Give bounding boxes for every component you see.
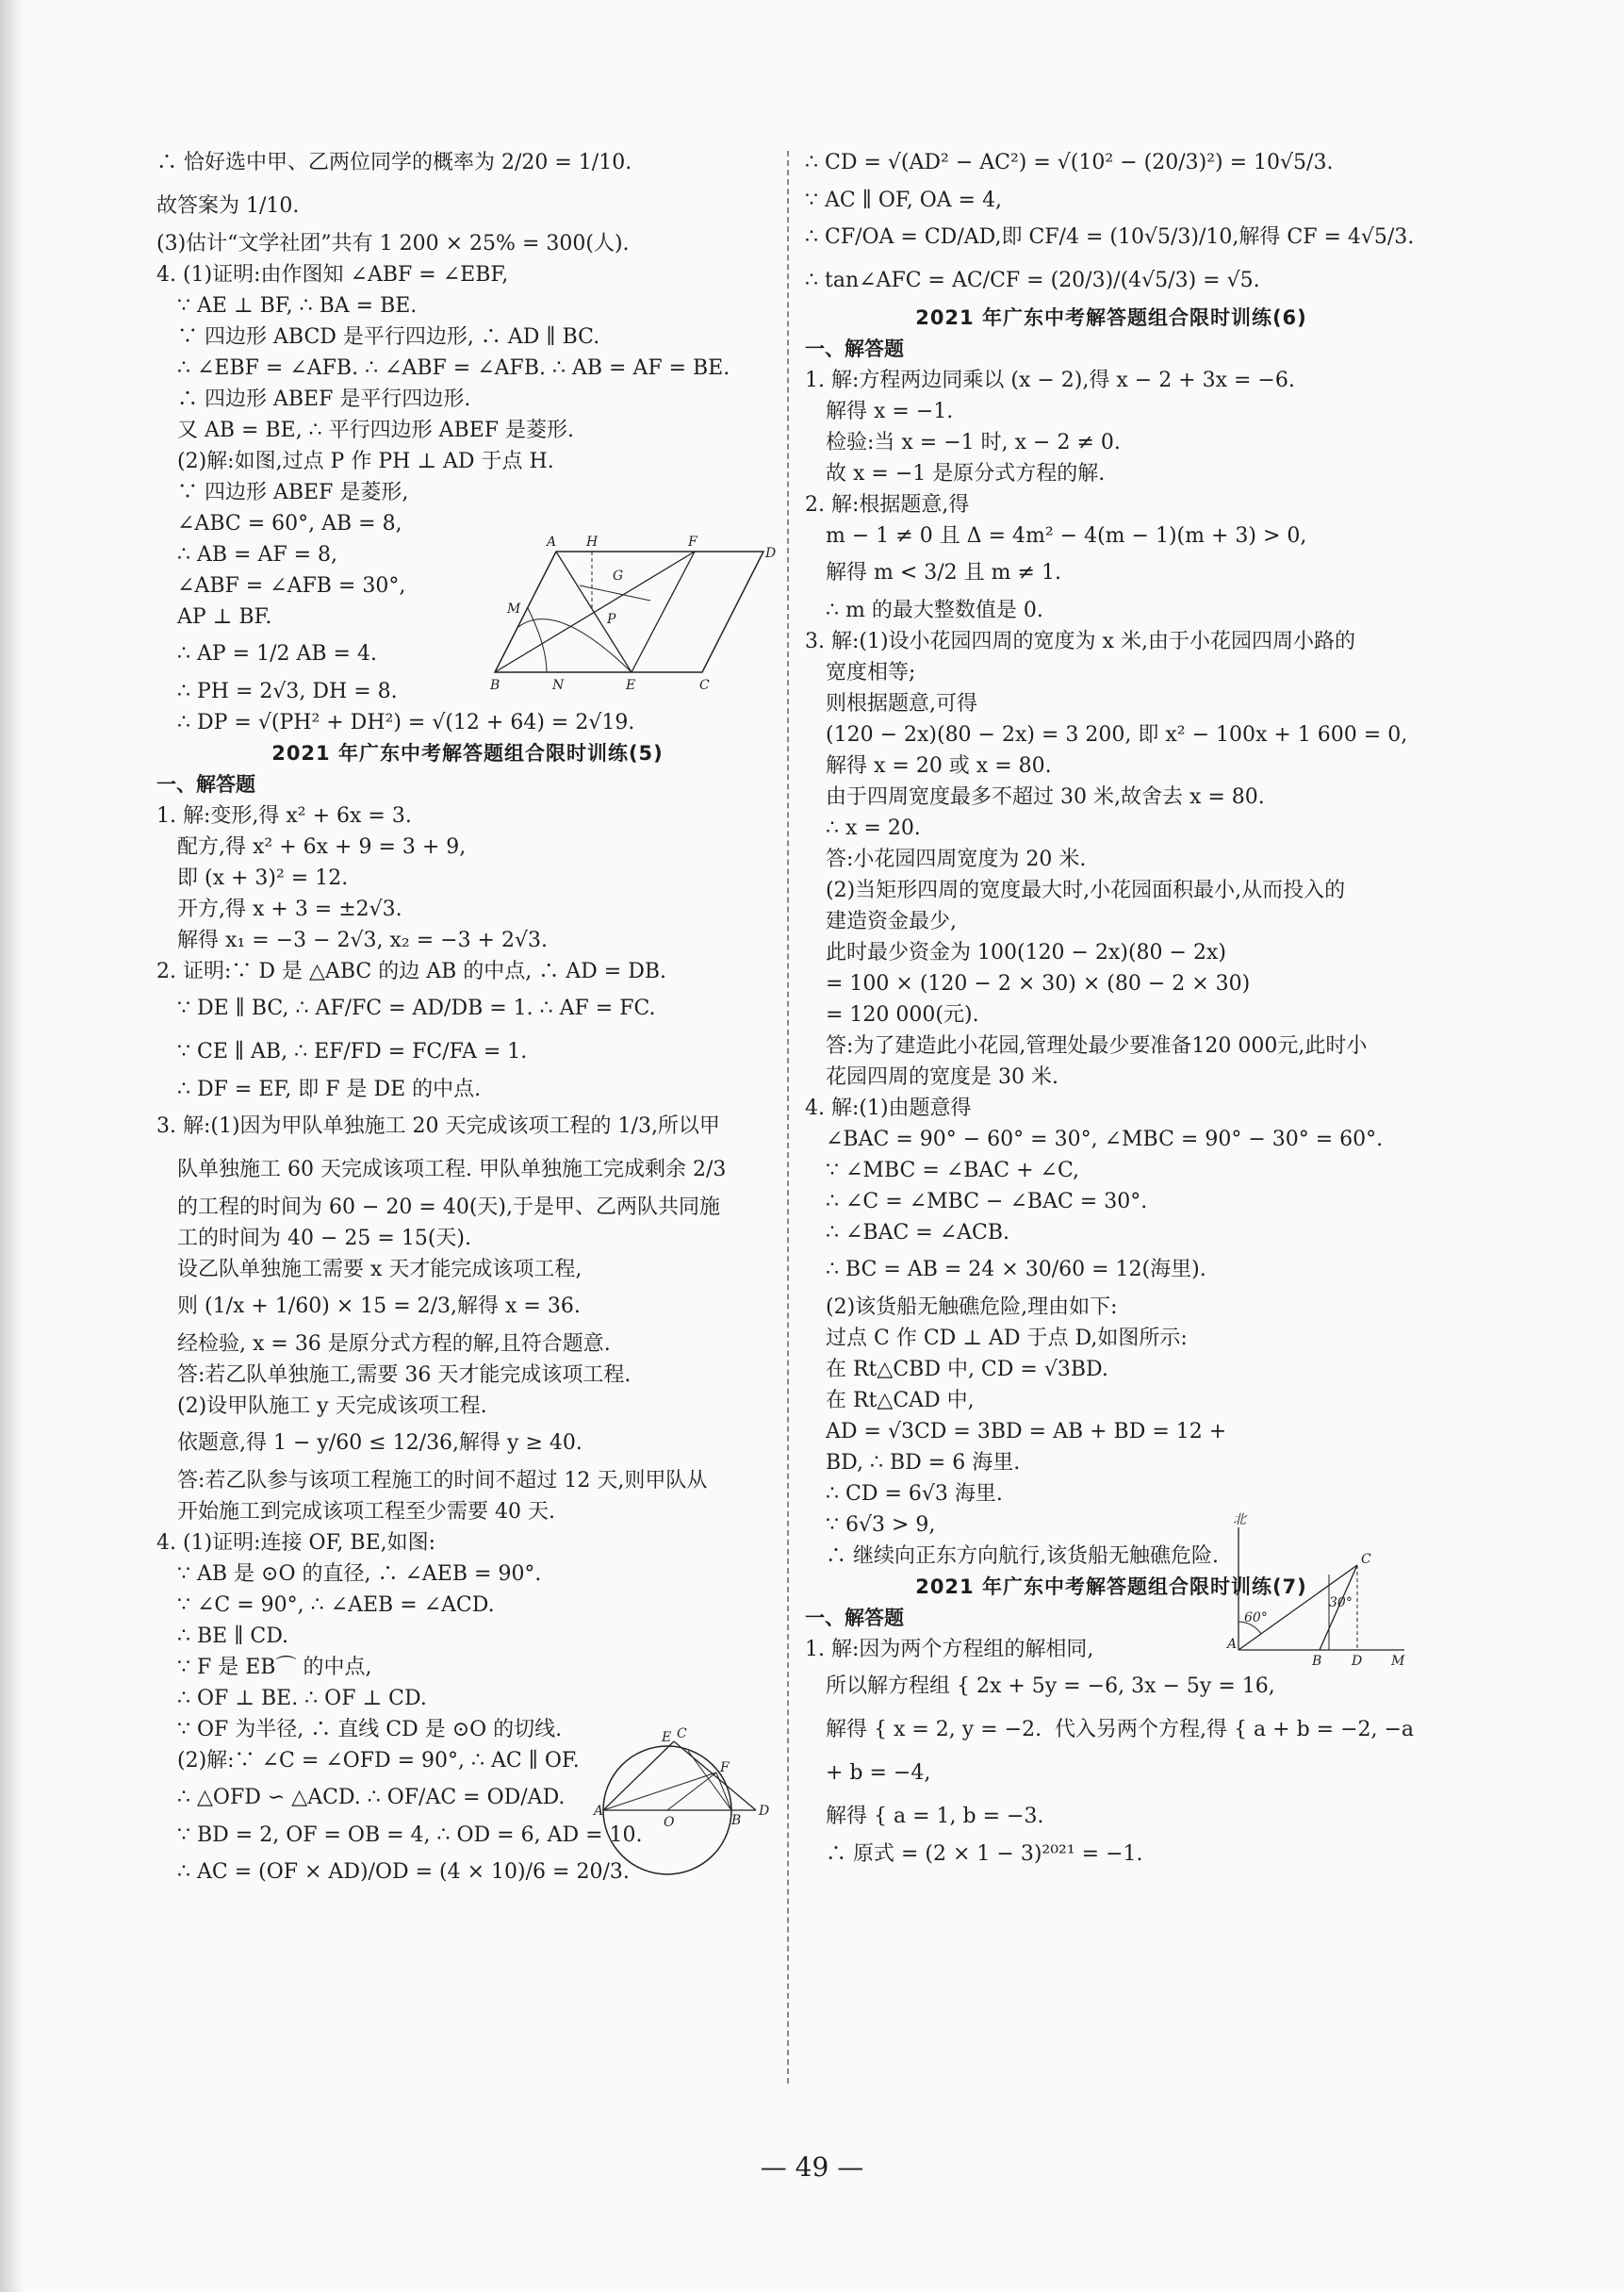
text-line: 解得 x₁ = −3 − 2√3, x₂ = −3 + 2√3. <box>177 929 548 952</box>
section-heading: 一、解答题 <box>805 338 904 360</box>
text-line: = 120 000(元). <box>826 1003 979 1027</box>
text-line: ∴ x = 20. <box>826 816 921 840</box>
text-line: ∴ AC = (OF × AD)/OD = (4 × 10)/6 = 20/3. <box>177 1860 630 1884</box>
fig-label: D <box>759 1804 770 1819</box>
text-line: (2)设甲队施工 y 天完成该项工程. <box>177 1394 487 1418</box>
text-line: 1. 解:因为两个方程组的解相同, <box>805 1638 1094 1661</box>
text-line: ∴ CD = √(AD² − AC²) = √(10² − (20/3)²) = 10√5/3. <box>805 151 1334 174</box>
rhombus-figure <box>490 533 777 698</box>
text-line: (2)该货船无触礁危险,理由如下: <box>826 1295 1118 1319</box>
text-line: ∴ BC = AB = 24 × 30/60 = 12(海里). <box>826 1258 1206 1281</box>
text-line: 答:若乙队参与该项工程施工的时间不超过 12 天,则甲队从 <box>177 1469 708 1492</box>
circle-figure <box>594 1726 778 1886</box>
text-line: 又 AB = BE, ∴ 平行四边形 ABEF 是菱形. <box>177 419 575 442</box>
fig-label: A <box>547 535 557 550</box>
text-line: (2)当矩形四周的宽度最大时,小花园面积最小,从而投入的 <box>826 879 1346 902</box>
text-line: ∴ 继续向正东方向航行,该货船无触礁危险. <box>826 1544 1219 1568</box>
text-line: ∴ CD = 6√3 海里. <box>826 1482 1003 1506</box>
text-line: ∴ CF/OA = CD/AD,即 CF/4 = (10√5/3)/10,解得 CF = 4√5/3. <box>805 225 1415 249</box>
text-line: 4. (1)证明:连接 OF, BE,如图: <box>156 1531 436 1555</box>
column-divider <box>787 151 789 2084</box>
fig-label: O <box>664 1815 675 1830</box>
text-line: 经检验, x = 36 是原分式方程的解,且符合题意. <box>177 1332 611 1356</box>
scan-edge-shadow <box>0 0 25 2292</box>
fig-label: A <box>1227 1637 1238 1652</box>
text-line: 解得 { a = 1, b = −3. <box>826 1805 1044 1828</box>
text-line: 1. 解:变形,得 x² + 6x = 3. <box>156 804 412 828</box>
text-line: ∵ BD = 2, OF = OB = 4, ∴ OD = 6, AD = 10. <box>177 1823 643 1847</box>
text-line: ∵ ∠C = 90°, ∴ ∠AEB = ∠ACD. <box>177 1593 495 1617</box>
text-line: (2)解:如图,过点 P 作 PH ⊥ AD 于点 H. <box>177 450 554 473</box>
text-line: ∴ PH = 2√3, DH = 8. <box>177 680 398 703</box>
text-line: = 100 × (120 − 2 × 30) × (80 − 2 × 30) <box>826 972 1251 996</box>
fig-label: B <box>1312 1654 1322 1669</box>
fig-label: A <box>594 1804 604 1819</box>
text-line: ∴ 四边形 ABEF 是平行四边形. <box>177 387 471 411</box>
text-line: 的工程的时间为 60 − 20 = 40(天),于是甲、乙两队共同施 <box>177 1195 720 1219</box>
text-line: 3. 解:(1)因为甲队单独施工 20 天完成该项工程的 1/3,所以甲 <box>156 1114 720 1138</box>
fig-label: F <box>688 535 697 550</box>
text-line: 由于四周宽度最多不超过 30 米,故舍去 x = 80. <box>826 785 1265 809</box>
text-line: 花园四周的宽度是 30 米. <box>826 1065 1058 1089</box>
fig-label: 北 <box>1233 1512 1246 1527</box>
text-line: ∵ AE ⊥ BF, ∴ BA = BE. <box>177 294 418 318</box>
text-line: ∴ AP = 1/2 AB = 4. <box>177 642 377 666</box>
text-line: 答:若乙队单独施工,需要 36 天才能完成该项工程. <box>177 1363 632 1387</box>
text-line: 此时最少资金为 100(120 − 2x)(80 − 2x) <box>826 941 1226 965</box>
text-line: 4. 解:(1)由题意得 <box>805 1097 972 1120</box>
text-line: ∵ 四边形 ABEF 是菱形, <box>177 481 409 504</box>
text-line: 故 x = −1 是原分式方程的解. <box>826 462 1106 486</box>
text-line: 答:为了建造此小花园,管理处最少要准备120 000元,此时小 <box>826 1034 1368 1058</box>
fig-label: M <box>1391 1654 1405 1669</box>
text-line: 在 Rt△CBD 中, CD = √3BD. <box>826 1358 1108 1381</box>
fig-label: B <box>731 1813 742 1828</box>
section-title: 2021 年广东中考解答题组合限时训练(7) <box>915 1575 1307 1598</box>
fig-label: E <box>626 678 636 693</box>
text-line: 4. (1)证明:由作图知 ∠ABF = ∠EBF, <box>156 263 509 287</box>
text-line: ∴ AB = AF = 8, <box>177 543 338 567</box>
text-line: ∵ AC ∥ OF, OA = 4, <box>805 189 1003 212</box>
left-column <box>156 141 779 1894</box>
fig-label: G <box>613 569 624 584</box>
section-title: 2021 年广东中考解答题组合限时训练(5) <box>271 742 664 765</box>
text-line: ∵ ∠MBC = ∠BAC + ∠C, <box>826 1159 1079 1182</box>
text-line: BD, ∴ BD = 6 海里. <box>826 1451 1021 1475</box>
text-line: ∵ OF 为半径, ∴ 直线 CD 是 ⊙O 的切线. <box>177 1718 563 1741</box>
text-line: ∴ OF ⊥ BE. ∴ OF ⊥ CD. <box>177 1687 427 1710</box>
fig-label: F <box>720 1760 730 1775</box>
text-line: 在 Rt△CAD 中, <box>826 1389 975 1412</box>
text-line: ∵ 四边形 ABCD 是平行四边形, ∴ AD ∥ BC. <box>177 325 600 349</box>
fig-label: E <box>662 1730 672 1745</box>
text-line: 过点 C 作 CD ⊥ AD 于点 D,如图所示: <box>826 1327 1188 1350</box>
text-line: ∴ 原式 = (2 × 1 − 3)²⁰²¹ = −1. <box>826 1842 1143 1866</box>
text-line: ∵ DE ∥ BC, ∴ AF/FC = AD/DB = 1. ∴ AF = FC. <box>177 997 656 1020</box>
text-line: ∴ 恰好选中甲、乙两位同学的概率为 2/20 = 1/10. <box>156 151 632 174</box>
fig-label: D <box>765 546 777 561</box>
text-line: AD = √3CD = 3BD = AB + BD = 12 + <box>826 1420 1227 1443</box>
text-line: ∵ AB 是 ⊙O 的直径, ∴ ∠AEB = 90°. <box>177 1562 542 1586</box>
section-heading: 一、解答题 <box>156 773 255 796</box>
fig-label: N <box>552 678 565 693</box>
text-line: ∠BAC = 90° − 60° = 30°, ∠MBC = 90° − 30° = 60°. <box>826 1128 1384 1151</box>
text-line: 开始施工到完成该项工程至少需要 40 天. <box>177 1500 555 1524</box>
text-line: m − 1 ≠ 0 且 Δ = 4m² − 4(m − 1)(m + 3) > 0, <box>826 524 1307 548</box>
text-line: ∵ F 是 EB⌒ 的中点, <box>177 1656 372 1679</box>
text-line: 解得 m < 3/2 且 m ≠ 1. <box>826 561 1061 585</box>
text-line: (3)估计“文学社团”共有 1 200 × 25% = 300(人). <box>156 232 630 256</box>
ship-figure <box>1225 1509 1414 1669</box>
fig-label: C <box>699 678 710 693</box>
fig-label: H <box>586 535 599 550</box>
fig-label: P <box>607 612 616 627</box>
text-line: ∵ 6√3 > 9, <box>826 1513 936 1537</box>
fig-label: 30° <box>1329 1595 1353 1610</box>
text-line: 则 (1/x + 1/60) × 15 = 2/3,解得 x = 36. <box>177 1294 581 1318</box>
text-line: 队单独施工 60 天完成该项工程. 甲队单独施工完成剩余 2/3 <box>177 1158 727 1181</box>
text-line: ∴ ∠BAC = ∠ACB. <box>826 1221 1010 1245</box>
text-line: ∴ m 的最大整数值是 0. <box>826 599 1043 622</box>
text-line: ∠ABF = ∠AFB = 30°, <box>177 574 406 598</box>
fig-label: C <box>677 1726 687 1741</box>
page-number: — 49 — <box>760 2152 864 2183</box>
text-line: AP ⊥ BF. <box>177 605 272 629</box>
fig-label: C <box>1361 1552 1371 1567</box>
text-line: ∴ △OFD ∽ △ACD. ∴ OF/AC = OD/AD. <box>177 1786 566 1809</box>
text-line: 即 (x + 3)² = 12. <box>177 866 349 890</box>
text-line: 检验:当 x = −1 时, x − 2 ≠ 0. <box>826 431 1121 454</box>
fig-label: M <box>507 602 521 617</box>
text-line: 3. 解:(1)设小花园四周的宽度为 x 米,由于小花园四周小路的 <box>805 630 1355 653</box>
text-line: ∴ ∠EBF = ∠AFB. ∴ ∠ABF = ∠AFB. ∴ AB = AF = BE. <box>177 356 730 380</box>
text-line: (2)解:∵ ∠C = ∠OFD = 90°, ∴ AC ∥ OF. <box>177 1749 580 1773</box>
fig-label: D <box>1352 1654 1363 1669</box>
fig-label: 60° <box>1244 1610 1268 1625</box>
fig-label: B <box>490 678 500 693</box>
text-line: ∵ CE ∥ AB, ∴ EF/FD = FC/FA = 1. <box>177 1040 528 1064</box>
text-line: 所以解方程组 { 2x + 5y = −6, 3x − 5y = 16, <box>826 1674 1275 1698</box>
text-line: 配方,得 x² + 6x + 9 = 3 + 9, <box>177 835 467 859</box>
text-line: 解得 { x = 2, y = −2. 代入另两个方程,得 { a + b = −2, −a + b = −4, <box>826 1718 1421 1785</box>
text-line: ∴ DP = √(PH² + DH²) = √(12 + 64) = 2√19. <box>177 711 635 734</box>
text-line: 则根据题意,可得 <box>826 692 977 716</box>
text-line: 工的时间为 40 − 25 = 15(天). <box>177 1227 471 1250</box>
text-line: 解得 x = 20 或 x = 80. <box>826 754 1052 778</box>
text-line: (120 − 2x)(80 − 2x) = 3 200, 即 x² − 100x + 1 600 = 0, <box>826 723 1408 747</box>
text-line: 答:小花园四周宽度为 20 米. <box>826 848 1087 871</box>
text-line: 设乙队单独施工需要 x 天才能完成该项工程, <box>177 1258 582 1281</box>
text-line: 依题意,得 1 − y/60 ≤ 12/36,解得 y ≥ 40. <box>177 1431 582 1455</box>
text-line: ∴ DF = EF, 即 F 是 DE 的中点. <box>177 1078 482 1101</box>
text-line: 2. 证明:∵ D 是 △ABC 的边 AB 的中点, ∴ AD = DB. <box>156 960 666 983</box>
text-line: ∴ tan∠AFC = AC/CF = (20/3)/(4√5/3) = √5. <box>805 269 1260 292</box>
text-line: 1. 解:方程两边同乘以 (x − 2),得 x − 2 + 3x = −6. <box>805 369 1295 392</box>
text-line: 2. 解:根据题意,得 <box>805 493 970 517</box>
text-line: 开方,得 x + 3 = ±2√3. <box>177 898 402 921</box>
text-line: 宽度相等; <box>826 661 916 684</box>
section-heading: 一、解答题 <box>805 1607 904 1629</box>
text-line: 故答案为 1/10. <box>156 194 300 218</box>
text-line: 建造资金最少, <box>826 910 957 933</box>
text-line: ∴ ∠C = ∠MBC − ∠BAC = 30°. <box>826 1190 1148 1213</box>
text-line: ∴ BE ∥ CD. <box>177 1624 289 1648</box>
text-line: ∠ABC = 60°, AB = 8, <box>177 512 402 536</box>
section-title: 2021 年广东中考解答题组合限时训练(6) <box>915 306 1307 329</box>
text-line: 解得 x = −1. <box>826 400 954 423</box>
